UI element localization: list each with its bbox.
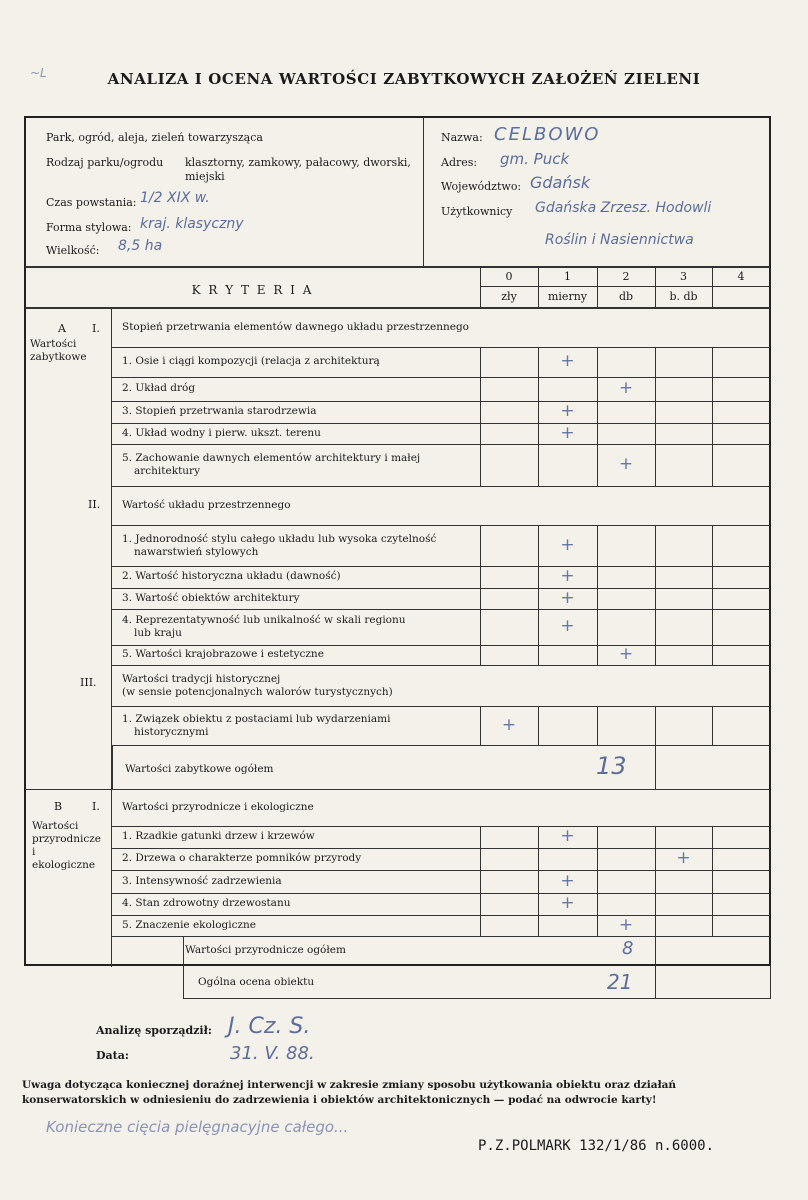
total-a-split [655,745,656,789]
criterion-row-sectionA-g2-3-vline-4 [712,588,713,609]
criterion-row-sectionA-g2-1-vline-1 [538,525,539,566]
criterion-row-sectionA-g3-1-vline-0 [480,706,481,745]
criterion-row-sectionB-g1-1-label: 1. Rzadkie gatunki drzew i krzewów [122,830,315,842]
criterion-row-sectionA-g2-3-vline-1 [538,588,539,609]
criterion-row-sectionB-g1-1-vline-4 [712,826,713,848]
criterion-row-sectionA-g3-1-label2: historycznymi [134,725,209,738]
group-a1-title-rule [112,347,770,348]
wojewodztwo-value: Gdańsk [530,173,591,192]
hdr-vline-3 [655,267,656,307]
criterion-row-sectionA-g1-3-vline-3 [655,401,656,423]
criterion-row-sectionA-g2-3-vline-0 [480,588,481,609]
section-b-letter: B [54,800,63,813]
criterion-row-sectionA-g2-5-vline-0 [480,645,481,665]
criterion-row-sectionA-g1-2-vline-3 [655,377,656,401]
criterion-row-sectionB-g1-2-rule [112,870,770,871]
criterion-row-sectionB-g1-4-vline-2 [597,893,598,915]
czas-value: 1/2 XIX w. [140,190,210,206]
col-3-num: 3 [680,270,687,283]
criterion-row-sectionA-g1-5-vline-4 [712,444,713,486]
rodzaj-label: Rodzaj parku/ogrodu [46,156,164,169]
col-1-label: mierny [547,290,587,303]
rodzaj-options: klasztorny, zamkowy, pałacowy, dworski, [185,156,411,169]
uzytkownicy-value-2: Roślin i Nasiennictwa [545,232,694,248]
criterion-row-sectionA-g1-2-vline-2 [597,377,598,401]
criterion-row-sectionA-g1-1-label: 1. Osie i ciągi kompozycji (relacja z architekturą [122,355,380,367]
criterion-row-sectionB-g1-4-vline-0 [480,893,481,915]
handwritten-note: Konieczne cięcia pielęgnacyjne całego... [46,1118,349,1136]
criterion-row-sectionA-g2-4-rule [112,645,770,646]
criterion-row-sectionA-g2-2-vline-0 [480,566,481,588]
section-b-label: Wartości przyrodnicze i ekologiczne [32,820,102,871]
info-divider [423,117,424,267]
criterion-row-sectionA-g3-1-label: 1. Związek obiektu z postaciami lub wydarzeniami [122,712,391,725]
criterion-row-sectionA-g1-4-vline-0 [480,423,481,444]
criterion-row-sectionA-g2-2-vline-3 [655,566,656,588]
total-b-top [112,936,770,937]
col-4-num: 4 [737,270,745,283]
date-label: Data: [96,1049,129,1062]
page-title: ANALIZA I OCENA WARTOŚCI ZABYTKOWYCH ZAŁOŻEŃ ZIELENI [107,70,701,88]
criterion-row-sectionA-g1-1-vline-0 [480,347,481,377]
hdr-vline-0 [480,267,481,307]
criterion-row-sectionA-g1-5-label: 5. Zachowanie dawnych elementów architektury i małej [122,452,421,464]
criterion-row-sectionA-g2-4-label2: lub kraju [134,627,182,639]
criterion-row-sectionB-g1-3-vline-1 [538,870,539,893]
criterion-row-sectionA-g1-5-rule [112,486,770,487]
criterion-row-sectionB-g1-2-label: 2. Drzewa o charakterze pomników przyrody [122,852,362,864]
score-mark-criterion-row-sectionA-g1-5: + [618,454,634,474]
prepared-label: Analizę sporządził: [96,1024,212,1037]
col-2-num: 2 [622,270,630,283]
criterion-row-sectionA-g2-4-vline-4 [712,609,713,645]
criterion-row-sectionB-g1-1-vline-1 [538,826,539,848]
criterion-row-sectionA-g2-1-label2: nawarstwień stylowych [134,545,259,558]
criterion-row-sectionA-g2-1-vline-2 [597,525,598,566]
score-mark-criterion-row-sectionA-g1-3: + [560,401,575,421]
criterion-row-sectionA-g1-5-vline-3 [655,444,656,486]
total-b-split [655,936,656,965]
criterion-row-sectionA-g1-5-vline-1 [538,444,539,486]
score-mark-criterion-row-sectionA-g2-2: + [560,566,575,586]
total-a-value: 13 [596,752,627,780]
criterion-row-sectionA-g1-2-vline-4 [712,377,713,401]
criterion-row-sectionA-g1-4-label: 4. Układ wodny i pierw. ukszt. terenu [122,426,321,439]
adres-value: gm. Puck [500,150,570,168]
score-mark-criterion-row-sectionB-g1-5: + [618,914,634,935]
criterion-row-sectionA-g2-3-vline-2 [597,588,598,609]
group-a2-title: Wartość układu przestrzennego [122,498,291,511]
wojewodztwo-label: Województwo: [441,180,522,193]
section-b-group1-num: I. [92,800,100,813]
col-1-num: 1 [564,270,571,283]
criterion-row-sectionA-g1-1-vline-1 [538,347,539,377]
score-mark-criterion-row-sectionB-g1-1: + [560,826,575,846]
criterion-row-sectionB-g1-3-vline-4 [712,870,713,893]
criterion-row-sectionA-g1-2-vline-1 [538,377,539,401]
criterion-row-sectionA-g2-1-rule [112,566,770,567]
score-mark-criterion-row-sectionA-g2-1: + [560,534,575,555]
corner-mark: ~L [30,66,47,80]
printer-info: P.Z.POLMARK 132/1/86 n.6000. [478,1138,715,1154]
criterion-row-sectionA-g2-4-vline-0 [480,609,481,645]
hdr-vline-1 [538,267,539,307]
criterion-row-sectionA-g2-1-label: 1. Jednorodność stylu całego układu lub wysoka czytelność [122,532,437,545]
criterion-row-sectionB-g1-3-vline-0 [480,870,481,893]
section-a-group3-num: III. [80,676,97,689]
criterion-row-sectionB-g1-5-vline-4 [712,915,713,936]
rodzaj-options-2: miejski [185,170,225,183]
total-b-left [183,936,184,965]
criterion-row-sectionA-g1-2-label: 2. Układ dróg [122,382,196,394]
total-b-value: 8 [622,938,634,959]
criterion-row-sectionA-g2-5-label: 5. Wartości krajobrazowe i estetyczne [122,648,324,660]
nazwa-label: Nazwa: [441,131,483,144]
criterion-row-sectionB-g1-5-vline-2 [597,915,598,936]
criterion-row-sectionB-g1-3-rule [112,893,770,894]
criterion-row-sectionA-g1-5-vline-2 [597,444,598,486]
group-a3-title: Wartości tradycji historycznej [122,673,281,685]
criterion-row-sectionB-g1-4-label: 4. Stan zdrowotny drzewostanu [122,897,291,909]
group-a3-title-rule [112,706,770,707]
score-mark-criterion-row-sectionA-g2-4: + [560,616,575,636]
criterion-row-sectionB-g1-1-vline-3 [655,826,656,848]
criterion-row-sectionA-g2-4-vline-2 [597,609,598,645]
criterion-row-sectionA-g1-2-vline-0 [480,377,481,401]
col-2-label: db [618,290,634,303]
criterion-row-sectionA-g1-3-vline-0 [480,401,481,423]
criterion-row-sectionA-g1-3-vline-4 [712,401,713,423]
hdr-vline-2 [597,267,598,307]
czas-label: Czas powstania: [46,196,137,209]
criterion-row-sectionA-g1-1-vline-2 [597,347,598,377]
criterion-row-sectionB-g1-5-vline-3 [655,915,656,936]
uzytkownicy-label: Użytkownicy [441,205,513,218]
kryteria-heading: K R Y T E R I A [191,283,314,297]
criterion-row-sectionA-g3-1-rule [112,745,770,746]
criterion-row-sectionB-g1-2-vline-1 [538,848,539,870]
criterion-row-sectionA-g2-1-vline-4 [712,525,713,566]
criterion-row-sectionA-g1-3-rule [112,423,770,424]
criterion-row-sectionB-g1-5-label: 5. Znaczenie ekologiczne [122,918,257,931]
criterion-row-sectionA-g3-1-vline-1 [538,706,539,745]
score-mark-criterion-row-sectionA-g3-1: + [501,714,517,735]
criterion-row-sectionB-g1-1-rule [112,848,770,849]
wielkosc-label: Wielkość: [46,244,100,257]
criterion-row-sectionA-g2-1-vline-0 [480,525,481,566]
overall-divider [655,965,656,999]
group-b1-title: Wartości przyrodnicze i ekologiczne [122,800,314,813]
criterion-row-sectionA-g2-3-label: 3. Wartość obiektów architektury [122,591,300,604]
criterion-row-sectionA-g1-4-vline-3 [655,423,656,444]
total-a-label: Wartości zabytkowe ogółem [125,763,274,775]
overall-value: 21 [607,970,633,994]
criterion-row-sectionA-g1-4-rule [112,444,770,445]
criterion-row-sectionA-g2-2-vline-4 [712,566,713,588]
score-mark-criterion-row-sectionB-g1-4: + [560,893,575,913]
criterion-row-sectionA-g1-5-vline-0 [480,444,481,486]
criterion-row-sectionA-g1-1-vline-4 [712,347,713,377]
criterion-row-sectionA-g1-3-vline-2 [597,401,598,423]
section-col-divider [111,308,112,967]
criterion-row-sectionB-g1-4-vline-1 [538,893,539,915]
criterion-row-sectionB-g1-1-vline-2 [597,826,598,848]
score-mark-criterion-row-sectionA-g1-2: + [618,378,634,398]
criterion-row-sectionA-g2-2-rule [112,588,770,589]
criterion-row-sectionA-g1-5-label2: architektury [134,465,201,477]
col-0-label: zły [501,290,517,303]
criterion-row-sectionA-g2-4-vline-3 [655,609,656,645]
score-mark-criterion-row-sectionA-g2-5: + [618,644,634,664]
criterion-row-sectionB-g1-3-vline-3 [655,870,656,893]
section-a-label: Wartości zabytkowe [30,338,87,363]
criterion-row-sectionA-g1-1-rule [112,377,770,378]
date-value: 31. V. 88. [230,1043,315,1064]
score-mark-criterion-row-sectionA-g2-3: + [560,587,575,608]
criterion-row-sectionB-g1-5-vline-1 [538,915,539,936]
park-label: Park, ogród, aleja, zieleń towarzysząca [46,131,263,144]
wielkosc-value: 8,5 ha [118,238,163,254]
criterion-row-sectionB-g1-2-vline-0 [480,848,481,870]
criterion-row-sectionA-g2-5-vline-1 [538,645,539,665]
section-a-group2-num: II. [88,498,101,511]
section-a-bottom-rule [25,789,770,790]
criterion-row-sectionB-g1-4-vline-4 [712,893,713,915]
header-top-rule [25,266,770,268]
forma-value: kraj. klasyczny [140,216,244,232]
criterion-row-sectionA-g1-4-vline-4 [712,423,713,444]
col-0-num: 0 [505,270,513,283]
score-mark-criterion-row-sectionA-g1-4: + [560,422,575,443]
criterion-row-sectionA-g3-1-vline-3 [655,706,656,745]
criterion-row-sectionA-g1-2-rule [112,401,770,402]
group-a1-title: Stopień przetrwania elementów dawnego układu przestrzennego [122,320,469,333]
criterion-row-sectionB-g1-4-vline-3 [655,893,656,915]
criterion-row-sectionA-g1-1-vline-3 [655,347,656,377]
criterion-row-sectionA-g2-4-vline-1 [538,609,539,645]
score-mark-criterion-row-sectionB-g1-2: + [676,848,691,868]
criterion-row-sectionA-g3-1-vline-2 [597,706,598,745]
criterion-row-sectionA-g2-3-rule [112,609,770,610]
criterion-row-sectionB-g1-3-label: 3. Intensywność zadrzewienia [122,874,282,887]
score-mark-criterion-row-sectionB-g1-3: + [560,870,575,891]
criterion-row-sectionB-g1-1-vline-0 [480,826,481,848]
header-bottom-rule [25,307,770,309]
criterion-row-sectionA-g2-4-label: 4. Reprezentatywność lub unikalność w skali regionu [122,614,406,626]
hdr-vline-4 [712,267,713,307]
criterion-row-sectionB-g1-2-vline-2 [597,848,598,870]
forma-label: Forma stylowa: [46,221,132,234]
total-a-left [112,745,113,789]
criterion-row-sectionA-g2-2-vline-1 [538,566,539,588]
criterion-row-sectionB-g1-5-vline-0 [480,915,481,936]
criterion-row-sectionB-g1-4-rule [112,915,770,916]
criterion-row-sectionA-g2-5-vline-3 [655,645,656,665]
criterion-row-sectionA-g2-2-label: 2. Wartość historyczna układu (dawność) [122,570,341,582]
criterion-row-sectionA-g2-2-vline-2 [597,566,598,588]
criterion-row-sectionB-g1-3-vline-2 [597,870,598,893]
criterion-row-sectionB-g1-2-vline-4 [712,848,713,870]
criterion-row-sectionB-g1-2-vline-3 [655,848,656,870]
section-a-group1-num: I. [92,322,100,335]
criterion-row-sectionA-g3-1-vline-4 [712,706,713,745]
criterion-row-sectionA-g1-3-label: 3. Stopień przetrwania starodrzewia [122,405,317,417]
score-mark-criterion-row-sectionA-g1-1: + [560,351,575,371]
criterion-row-sectionA-g1-4-vline-2 [597,423,598,444]
criterion-row-sectionA-g2-1-vline-3 [655,525,656,566]
group-b1-title-rule [112,826,770,827]
total-b-label: Wartości przyrodnicze ogółem [185,944,346,956]
section-a-letter: A [58,322,66,335]
criterion-row-sectionA-g2-5-rule [112,665,770,666]
criterion-row-sectionA-g1-4-vline-1 [538,423,539,444]
note-text: Uwaga dotycząca koniecznej doraźnej interwencji w zakresie zmiany sposobu użytkowania obiektu oraz działań konserwatorskich w odniesieniu do zadrzewienia i obiektów architektonicznych — podać na odwrocie karty! [22,1079,677,1106]
criterion-row-sectionA-g1-3-vline-1 [538,401,539,423]
adres-label: Adres: [441,156,478,169]
group-a2-title-rule [112,525,770,526]
criterion-row-sectionA-g2-3-vline-3 [655,588,656,609]
col-3-label: b. db [669,290,698,303]
group-a3-title-sub: (w sensie potencjonalnych walorów turystycznych) [122,686,393,698]
overall-label: Ogólna ocena obiektu [198,976,315,988]
uzytkownicy-value-1: Gdańska Zrzesz. Hodowli [535,200,712,216]
prepared-signature: J. Cz. S. [228,1014,311,1039]
header-mid-rule [480,286,770,287]
criterion-row-sectionA-g2-5-vline-4 [712,645,713,665]
nazwa-value: CELBOWO [494,124,601,145]
criterion-row-sectionA-g2-5-vline-2 [597,645,598,665]
